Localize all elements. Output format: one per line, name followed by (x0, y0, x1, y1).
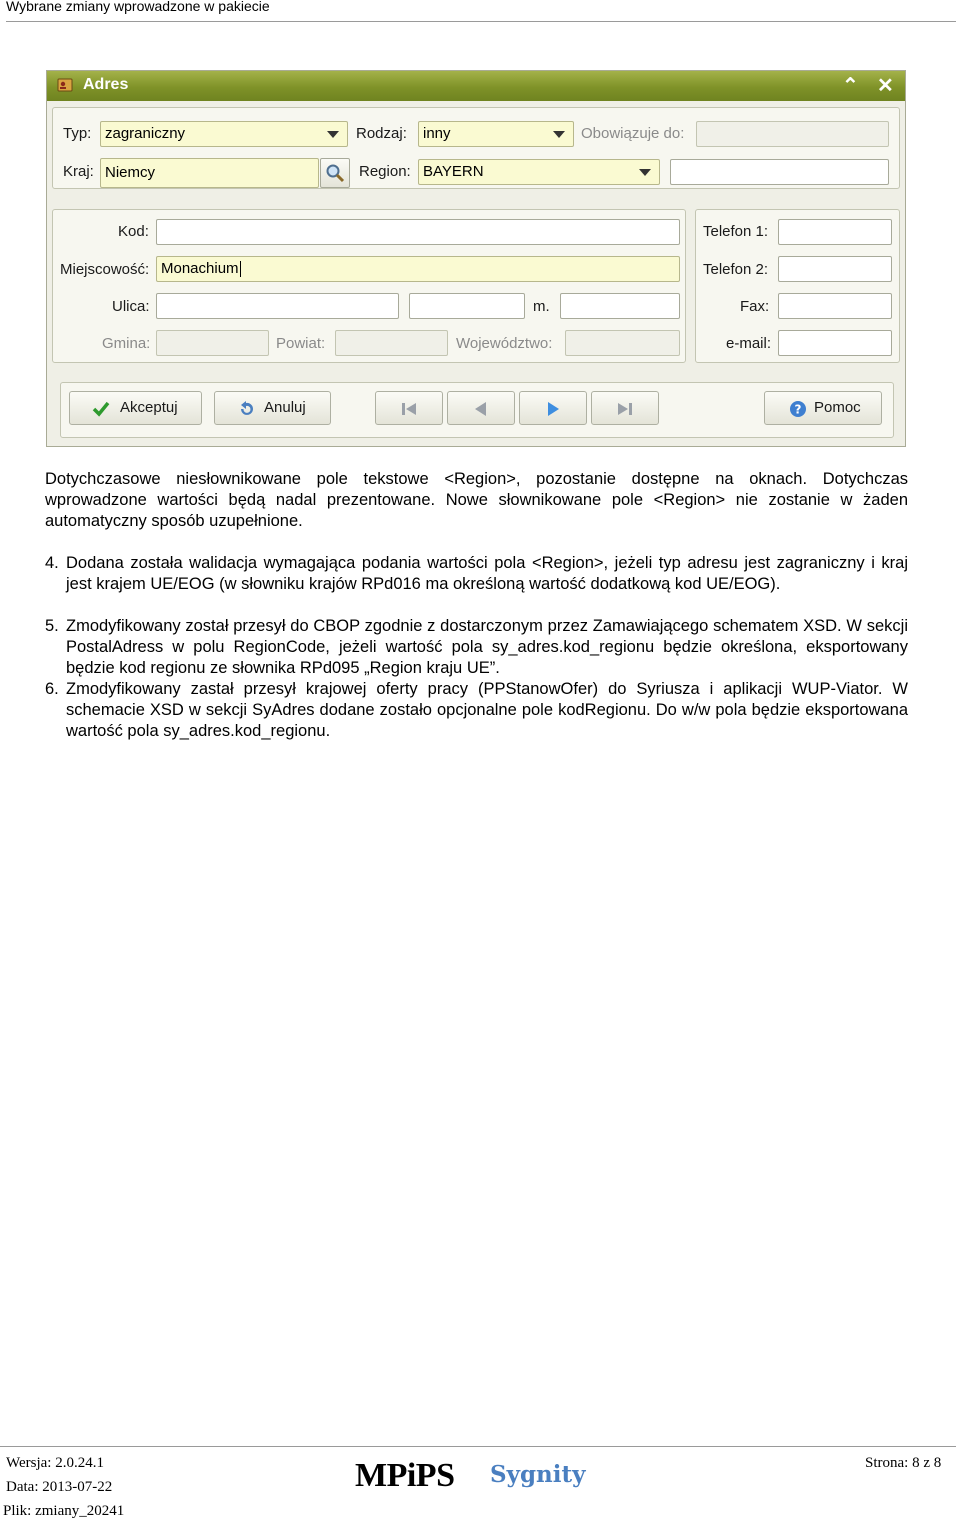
wojewodztwo-label: Województwo: (456, 335, 553, 352)
rodzaj-label: Rodzaj: (356, 125, 407, 142)
obowiazuje-field[interactable] (696, 121, 889, 147)
address-panel (52, 209, 686, 363)
typ-select[interactable]: zagraniczny (100, 121, 348, 147)
gmina-field[interactable] (156, 330, 269, 356)
address-book-icon (57, 77, 73, 93)
undo-icon (237, 400, 255, 418)
page-header (0, 0, 960, 24)
close-icon[interactable]: ✕ (877, 75, 894, 97)
telefon2-label: Telefon 2: (703, 261, 769, 278)
next-icon (544, 400, 562, 418)
numer-mieszkania-field[interactable] (560, 293, 680, 319)
email-label: e-mail: (726, 335, 772, 352)
list-item-text: Dodana została walidacja wymagająca podania wartości pola <Region>, jeżeli typ adresu jest zagraniczny i kraj jest krajem UE/EOG (w słowniku krajów RPd016 ma określoną wartość dodatkową kod UE/EOG). (66, 554, 908, 593)
checkmark-icon (92, 400, 110, 418)
kraj-search-button[interactable] (320, 158, 350, 188)
contact-panel (695, 209, 900, 363)
skip-first-icon (400, 400, 418, 418)
powiat-label: Powiat: (276, 335, 326, 352)
footer-divider (0, 1446, 956, 1447)
wojewodztwo-field[interactable] (565, 330, 680, 356)
powiat-field[interactable] (335, 330, 448, 356)
ulica-label: Ulica: (112, 298, 150, 315)
button-bar (60, 382, 894, 438)
list-item-number: 6. (45, 680, 59, 698)
kraj-field[interactable]: Niemcy (100, 158, 319, 188)
telefon1-label: Telefon 1: (703, 223, 769, 240)
search-icon (325, 163, 345, 183)
chevron-down-icon (327, 131, 339, 138)
address-dialog (46, 70, 906, 447)
fax-field[interactable] (778, 293, 892, 319)
list-item-number: 4. (45, 554, 59, 572)
akceptuj-button[interactable]: Akceptuj (69, 391, 202, 425)
collapse-icon[interactable]: ⌃ (842, 75, 859, 97)
footer-version: Wersja: 2.0.24.1 (6, 1455, 104, 1471)
region-text-field[interactable] (670, 159, 889, 185)
numer-domu-field[interactable] (409, 293, 525, 319)
email-field[interactable] (778, 330, 892, 356)
chevron-down-icon (553, 131, 565, 138)
anuluj-button[interactable]: Anuluj (214, 391, 331, 425)
previous-icon (472, 400, 490, 418)
page-header-title: Wybrane zmiany wprowadzone w pakiecie (6, 0, 270, 14)
footer-file: Plik: zmiany_20241 (3, 1503, 125, 1519)
next-record-button[interactable] (519, 391, 587, 425)
mpips-logo: MPiPS (355, 1457, 455, 1494)
gmina-label: Gmina: (102, 335, 151, 352)
pomoc-button[interactable]: ? Pomoc (764, 391, 882, 425)
obowiazuje-label: Obowiązuje do: (581, 125, 685, 142)
telefon1-field[interactable] (778, 219, 892, 245)
footer-date: Data: 2013-07-22 (6, 1479, 113, 1495)
miejscowosc-field[interactable]: Monachium (156, 256, 680, 282)
intro-paragraph: Dotychczasowe niesłownikowane pole tekstowe <Region>, pozostanie dostępne na oknach. Dotychczas wprowadzone wartości będą nadal prezentowane. Nowe słownikowane pole <Region> nie zostanie w żaden automatyczny sposób uzupełnione. (45, 470, 908, 530)
help-icon (789, 400, 807, 418)
skip-last-icon (616, 400, 634, 418)
sygnity-logo: Sygnity (490, 1461, 586, 1488)
ulica-field[interactable] (156, 293, 399, 319)
region-label: Region: (359, 163, 411, 180)
previous-record-button[interactable] (447, 391, 515, 425)
dialog-title: Adres (83, 76, 129, 93)
list-item-text: Zmodyfikowany został przesył do CBOP zgodnie z dostarczonym przez Zamawiającego schematem XSD. W sekcji PostalAdress w polu RegionCode, jeżeli wartość pola sy_adres.kod_regionu będzie określona, eksportowany będzie kod regionu ze słownika RPd095 „Region kraju UE”. (66, 617, 908, 677)
dialog-titlebar (47, 71, 905, 101)
svg-text:?: ? (794, 402, 802, 417)
text-caret (240, 261, 241, 277)
miejscowosc-label: Miejscowość: (60, 261, 150, 278)
telefon2-field[interactable] (778, 256, 892, 282)
footer-page-number: Strona: 8 z 8 (865, 1455, 942, 1471)
kod-label: Kod: (118, 223, 149, 240)
list-item-text: Zmodyfikowany zastał przesył krajowej oferty pracy (PPStanowOfer) do Syriusza i aplikacji WUP-Viator. W schemacie XSD w sekcji SyAdres dodane zostało opcjonalne pole kodRegionu. Do w/w pola będzie eksportowana wartość pola sy_adres.kod_regionu. (66, 680, 908, 740)
rodzaj-select[interactable]: inny (418, 121, 574, 147)
list-item-number: 5. (45, 617, 59, 635)
chevron-down-icon (639, 169, 651, 176)
last-record-button[interactable] (591, 391, 659, 425)
first-record-button[interactable] (375, 391, 443, 425)
type-panel (52, 107, 900, 189)
kod-field[interactable] (156, 219, 680, 245)
typ-label: Typ: (63, 125, 92, 142)
m-label: m. (533, 298, 550, 315)
region-select[interactable]: BAYERN (418, 159, 660, 185)
fax-label: Fax: (740, 298, 770, 315)
kraj-label: Kraj: (63, 163, 94, 180)
header-divider (6, 21, 956, 22)
